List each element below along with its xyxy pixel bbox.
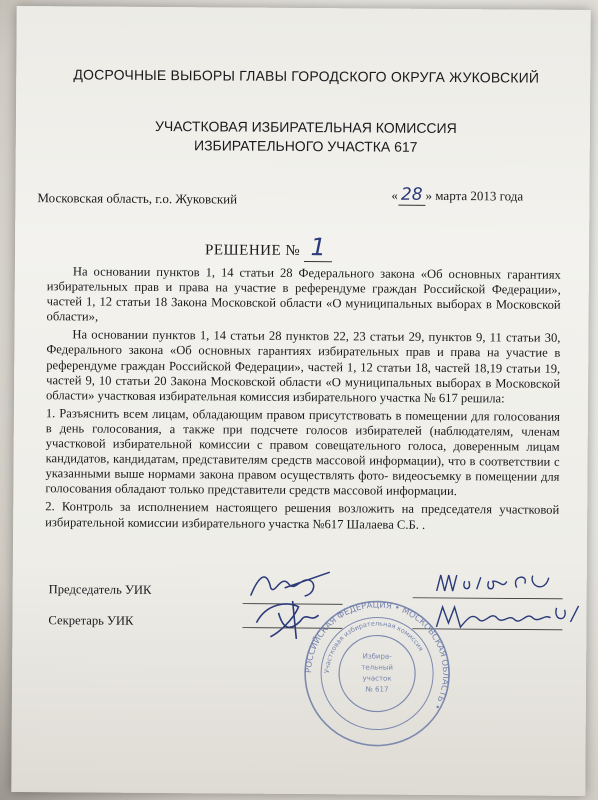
- election-title: ДОСРОЧНЫЕ ВЫБОРЫ ГЛАВЫ ГОРОДСКОГО ОКРУГА ЖУКОВСКИЙ: [73, 66, 540, 86]
- document-page: [11, 6, 590, 796]
- decision-label: РЕШЕНИЕ №: [204, 242, 301, 259]
- body-paragraph-2: На основании пунктов 1, 14 статьи 28 пунктов 22, 23 статьи 29, пунктов 9, 11 статьи 30, Федерального закона «Об основных гарантиях избирательных прав и права на участие в референдуме граждан Российской Федерации», частей 1, 12 статьи 18, частей 18,19 статьи 19, частей 9, 10 статьи 20 Закона Московской области «О муниципальных выборах в Московской области» участковая избирательная комиссия избирательного участка № 617 решила:: [45, 327, 561, 406]
- decision-number-handwritten: 1: [304, 233, 332, 262]
- stamp-outer-text: РОССИЙСКАЯ ФЕДЕРАЦИЯ • МОСКОВСКАЯ ОБЛАСТЬ •: [304, 600, 451, 711]
- body-paragraph-4: 2. Контроль за исполнением настоящего решения возложить на председателя участковой избирательной комиссии избирательного участка №617 Шалаева С.Б. .: [45, 499, 560, 532]
- stamp-center-line-2: тельный: [361, 663, 393, 672]
- chair-name-handwritten: [433, 569, 563, 600]
- document-place: Московская область, г.о. Жуковский: [37, 190, 238, 207]
- commission-line-1: УЧАСТКОВАЯ ИЗБИРАТЕЛЬНАЯ КОМИССИЯ: [155, 117, 457, 137]
- chair-label: Председатель УИК: [48, 582, 152, 597]
- date-day-handwritten: 28: [398, 185, 426, 206]
- date-close-quote: »: [425, 187, 433, 203]
- commission-stamp: [302, 598, 453, 749]
- secretary-name-handwritten: [432, 599, 582, 634]
- stamp-center-line-4: № 617: [365, 685, 389, 694]
- stamp-inner-ring-text: Участковая избирательная комиссия: [323, 619, 426, 674]
- secretary-label: Секретарь УИК: [48, 613, 134, 628]
- signature-lines: [11, 6, 590, 796]
- date-open-quote: «: [391, 187, 398, 203]
- body-paragraph-3: 1. Разъяснить всем лицам, обладающим правом присутствовать в помещении для голосования в день голосования, а также при подсчете голосов избирателей (наблюдателям, членам участковой избирательной комиссии с правом совещательного голоса, доверенным лицам кандидатов, кандидатам, представителям средств массовой информации), что в соответствии с указанными выше нормами закона правом осуществлять фото- видеосъемку в помещении для голосования обладают только представители средств массовой информации.: [45, 406, 560, 499]
- body-paragraph-1: На основании пунктов 1, 14 статьи 28 Федерального закона «Об основных гарантиях избирательных прав и права на участие в референдуме граждан Российской Федерации», частей 1, 12 статьи 18 Закона Московской области «О муниципальных выборах в Московской области»,: [46, 264, 561, 324]
- stamp-center-line-3: участок: [362, 674, 392, 683]
- stamp-center-line-1: Избира-: [362, 652, 392, 661]
- date-month-year: марта 2013 года: [435, 187, 524, 204]
- commission-line-2: ИЗБИРАТЕЛЬНОГО УЧАСТКА 617: [193, 137, 418, 155]
